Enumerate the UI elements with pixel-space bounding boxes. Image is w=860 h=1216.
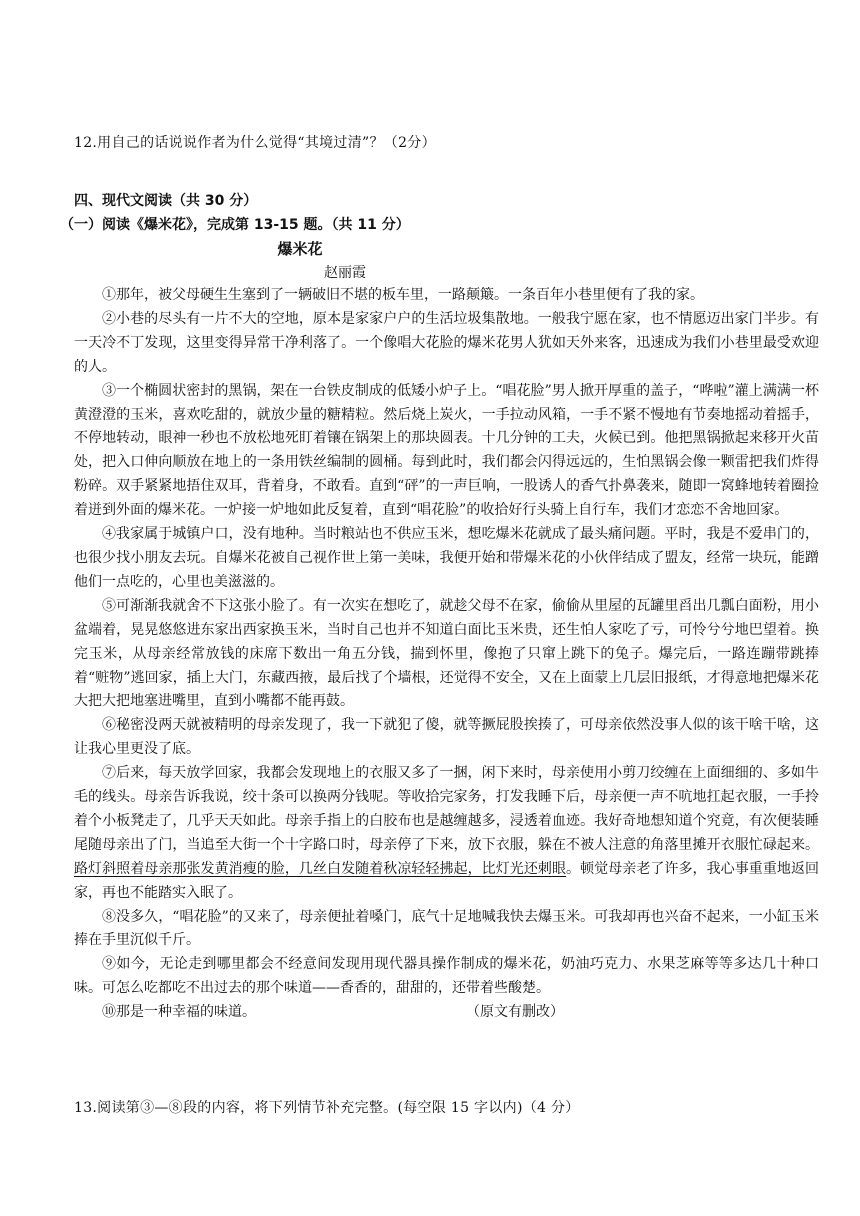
question-13: 13.阅读第③—⑧段的内容，将下列情节补充完整。(每空限 15 字以内)（4 分） [74,1100,580,1116]
paragraph-7-text-a: ⑦后来，每天放学回家，我都会发现地上的衣服又多了一捆，闲下来时，母亲使用小剪刀绞缠在上面细细的、多如牛毛的线头。母亲告诉我说，绞十条可以换两分钱呢。等收拾完家务，打发我睡下后，母亲便一声不吭地扛起衣服，一手拎着个小板凳走了，几乎天天如此。母亲手指上的白胶布也是越缠越多，浸透着血迹。我好奇地想知道个究竟，有次便装睡尾随母亲出了门，当追至大街一个十字路口时，母亲停了下来，放下衣服，躲在不被人注意的角落里摊开衣服忙碌起来。 [74,765,819,853]
paragraph-9: ⑨如今，无论走到哪里都会不经意间发现用现代器具操作制成的爆米花，奶油巧克力、水果芝麻等等多达几十种口味。可怎么吃都吃不出过去的那个味道——香香的，甜甜的，还带着些酸楚。 [74,956,819,997]
question-12: 12.用自己的话说说作者为什么觉得“其境过清”？（2分） [74,135,436,151]
part1-heading: （一）阅读《爆米花》，完成第 13-15 题。（共 11 分） [60,217,410,233]
paragraph-10 [74,1001,819,1025]
paragraph-7-text-b: 。顿觉母亲老了许多，我心事重重地返回家，再也不能踏实入眠了。 [74,860,820,901]
article-body [74,284,819,1025]
paragraph-7 [74,762,819,905]
paragraph-1: ①那年，被父母硬生生塞到了一辆破旧不堪的板车里，一路颠簸。一条百年小巷里便有了我的家。 [102,287,704,303]
paragraph-2: ②小巷的尽头有一片不大的空地，原本是家家户户的生活垃圾集散地。一般我宁愿在家，也不情愿迈出家门半步。有一天冷不丁发现，这里变得异常干净利落了。一个像唱大花脸的爆米花男人犹如天外来客，迅速成为我们小巷里最受欢迎的人。 [74,310,819,375]
paragraph-3: ③一个椭圆状密封的黑锅，架在一台铁皮制成的低矮小炉子上。“唱花脸”男人掀开厚重的盖子，“哗啦”灌上满满一杯黄澄澄的玉米，喜欢吃甜的，就放少量的糖精粒。然后烧上炭火，一手拉动风箱，一手不紧不慢地有节奏地摇动着摇手，不停地转动，眼神一秒也不放松地死盯着镶在锅架上的那块圆表。十几分钟的工夫，火候已到。他把黑锅掀起来移开火苗处，把入口伸向顺放在地上的一条用铁丝编制的圆桶。每到此时，我们都会闪得远远的，生怕黑锅会像一颗雷把我们炸得粉碎。双手紧紧地捂住双耳，背着身，不敢看。直到“砰”的一声巨响，一股诱人的香气扑鼻袭来，随即一窝蜂地转着圈捡着迸到外面的爆米花。一炉接一炉地如此反复着，直到“唱花脸”的收拾好行头骑上自行车，我们才恋恋不舍地回家。 [74,382,819,519]
article-title: 爆米花 [277,240,323,258]
paragraph-5: ⑤可渐渐我就舍不下这张小脸了。有一次实在想吃了，就趁父母不在家，偷偷从里屋的瓦罐里舀出几瓢白面粉，用小盆端着，晃晃悠悠进东家出西家换玉米，当时自己也并不知道白面比玉米贵，还生怕人家吃了亏，可怜兮兮地巴望着。换完玉米，从母亲经常放钱的床席下数出一角五分钱，揣到怀里，像抱了只窜上跳下的兔子。爆完后，一路连蹦带跳捧着“赃物”逃回家，插上大门，东藏西掖，最后找了个墙根，还觉得不安全，又在上面蒙上几层旧报纸，才得意地把爆米花大把大把地塞进嘴里，直到小嘴都不能再鼓。 [74,597,819,710]
section-heading: 四、现代文阅读（共 30 分） [74,193,258,209]
paragraph-4: ④我家属于城镇户口，没有地种。当时粮站也不供应玉米，想吃爆米花就成了最头痛问题。平时，我是不爱串门的，也很少找小朋友去玩。自爆米花被自己视作世上第一美味，我便开始和带爆米花的小伙伴结成了盟友，经常一块玩，能蹭他们一点吃的，心里也美滋滋的。 [74,526,819,590]
edit-note: （原文有删改） [466,1004,564,1021]
paragraph-6: ⑥秘密没两天就被精明的母亲发现了，我一下就犯了傻，就等撅屁股挨揍了，可母亲依然没事人似的该干啥干啥，这让我心里更没了底。 [74,717,819,758]
underlined-sentence: 路灯斜照着母亲那张发黄消瘦的脸，几丝白发随着秋凉轻轻拂起，比灯光还刺眼 [74,860,567,877]
paragraph-10-text: ⑩那是一种幸福的味道。 [102,1004,256,1021]
paragraph-8: ⑧没多久，“唱花脸”的又来了，母亲便扯着嗓门，底气十足地喊我快去爆玉米。可我却再也兴奋不起来，一小缸玉米捧在手里沉似千斤。 [74,908,819,949]
article-author: 赵丽霞 [324,265,366,281]
